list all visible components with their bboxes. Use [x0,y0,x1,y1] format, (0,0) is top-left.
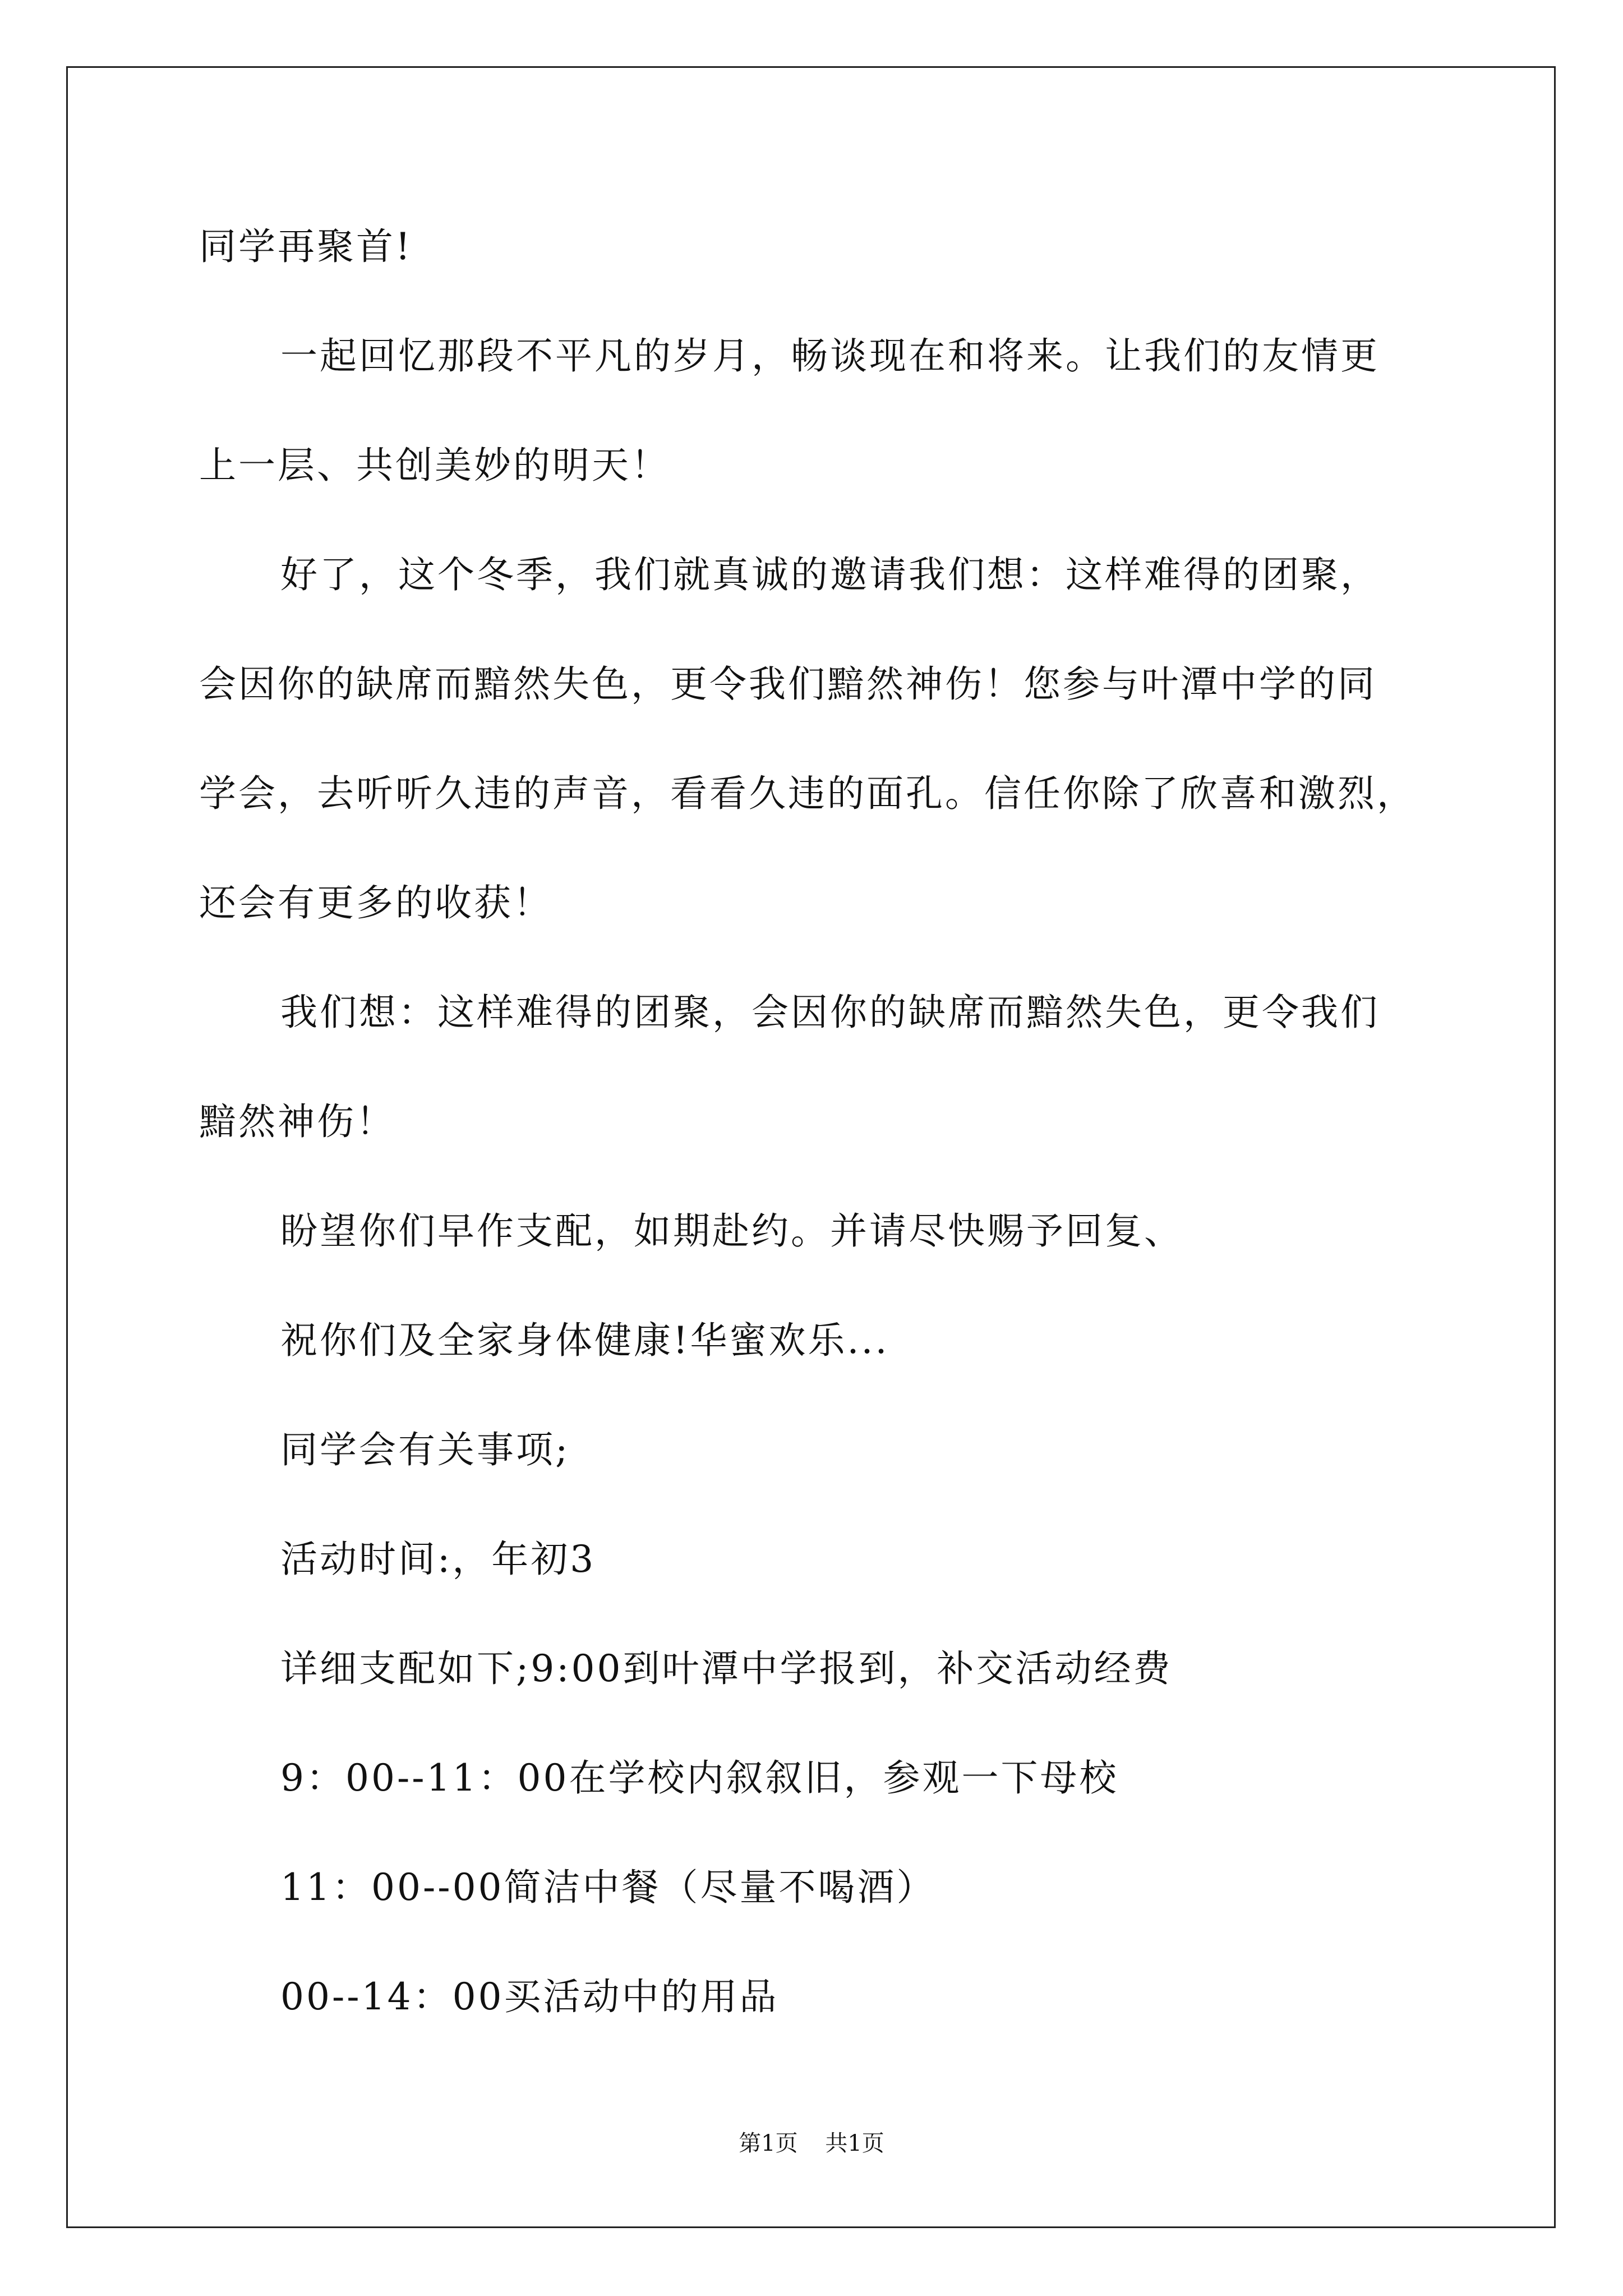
text-line: 9：00--11：00在学校内叙叙旧，参观一下母校 [280,1756,1119,1800]
text-line: 上一层、共创美妙的明天！ [199,444,670,487]
text-line: 好了，这个冬季，我们就真诚的邀请我们想：这样难得的团聚， [280,553,1380,596]
page-number: 第1页 [739,2131,798,2156]
text-line: 黯然神伤！ [199,1100,395,1143]
text-line: 会因你的缺席而黯然失色，更令我们黯然神伤！您参与叶潭中学的同 [199,662,1377,706]
page-total: 共1页 [825,2131,884,2156]
text-line: 同学会有关事项; [280,1428,570,1471]
text-line: 00--14：00买活动中的用品 [280,1975,779,2018]
text-line: 祝你们及全家身体健康!华蜜欢乐... [280,1319,889,1362]
text-line: 学会，去听听久违的声音，看看久违的面孔。信任你除了欣喜和激烈， [199,772,1416,815]
text-line: 详细支配如下;9:00到叶潭中学报到，补交活动经费 [280,1647,1173,1690]
text-line: 一起回忆那段不平凡的岁月，畅谈现在和将来。让我们的友情更 [280,334,1380,378]
text-line: 活动时间:，年初3 [280,1538,596,1581]
text-line: 还会有更多的收获！ [199,881,552,924]
text-line: 我们想：这样难得的团聚，会因你的缺席而黯然失色，更令我们 [280,991,1380,1034]
page-footer [0,2129,1623,2157]
text-line: 盼望你们早作支配，如期赴约。并请尽快赐予回复、 [280,1209,1183,1253]
text-line: 11：00--00简洁中餐（尽量不喝酒） [280,1866,936,1909]
text-line: 同学再聚首! [199,225,413,268]
